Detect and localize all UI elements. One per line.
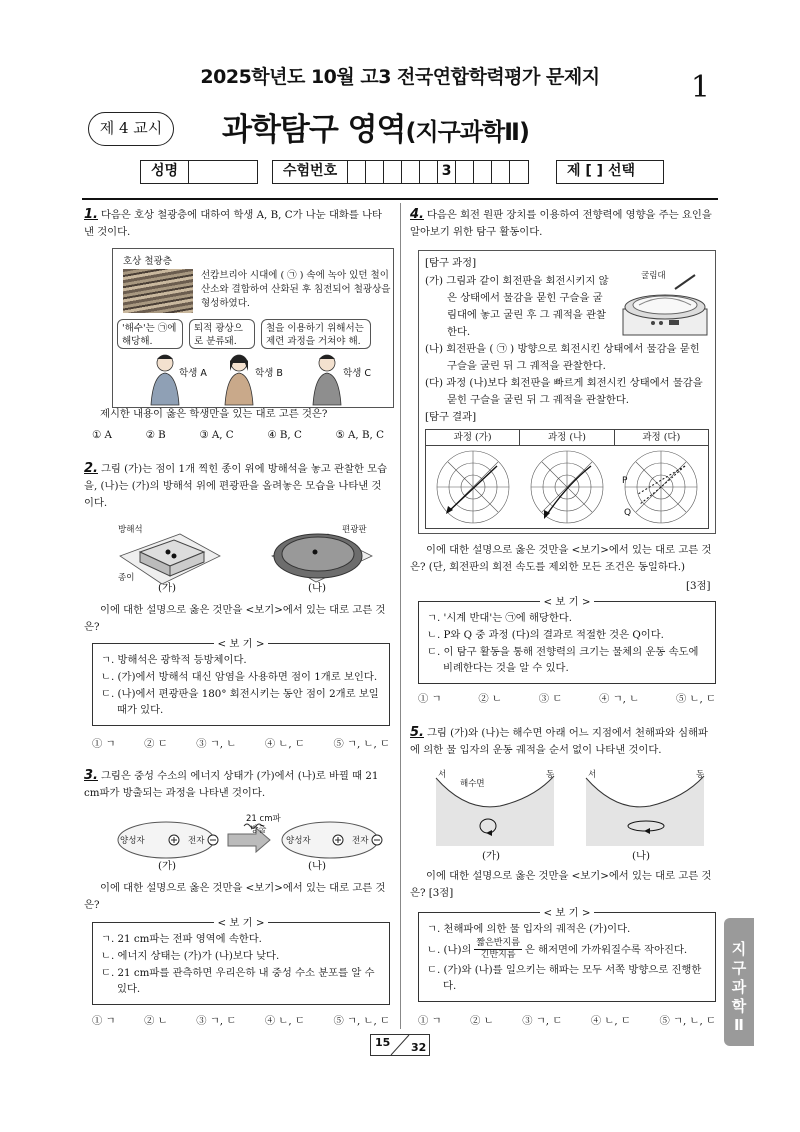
figure-text: 선캄브리아 시대에 ( ㉠ ) 속에 녹아 있던 철이 산소와 결합하여 산화된 후 침전되어 철광상을 형성하였다.	[201, 270, 391, 309]
result-header: 과정 (나)	[520, 430, 614, 445]
banded-iron-photo	[123, 269, 193, 313]
exam-number-cell[interactable]	[474, 161, 492, 183]
bogi-item: ㄴ. P와 Q 중 과정 (다)의 결과로 적절한 것은 Q이다.	[427, 629, 664, 641]
choice-1[interactable]: ① ㄱ	[418, 693, 442, 705]
question-5	[410, 724, 716, 759]
question-2	[84, 460, 390, 512]
exam-number-cell[interactable]	[492, 161, 510, 183]
question-number: 1.	[84, 207, 98, 222]
result-table	[425, 429, 709, 529]
rotating-disk-apparatus	[619, 269, 713, 339]
caption-b: (나)	[632, 850, 650, 862]
question-prompt: 이에 대한 설명으로 옳은 것만을 <보기>에서 있는 대로 고른 것은? [3점]	[410, 870, 712, 899]
bogi-box	[92, 638, 390, 726]
question-stem: 그림은 중성 수소의 에너지 상태가 (가)에서 (나)로 바뀔 때 21 cm파가 방출되는 과정을 나타낸 것이다.	[84, 770, 379, 799]
choice-4[interactable]: ④ ㄴ, ㄷ	[264, 1015, 305, 1027]
current-page: 15	[375, 1036, 391, 1049]
caption-a: (가)	[158, 860, 176, 872]
choice-1[interactable]: ① A	[92, 429, 112, 441]
choice-label: 제 [ ] 선택	[567, 163, 635, 179]
exam-title: 2025학년도 10월 고3 전국연합학력평가 문제지	[200, 66, 600, 88]
label-east-b: 동	[696, 770, 705, 780]
choice-2[interactable]: ② ㄷ	[144, 738, 168, 750]
exam-number-cell[interactable]	[456, 161, 474, 183]
label-emission: 방출	[250, 825, 267, 835]
choice-1[interactable]: ① ㄱ	[92, 1015, 116, 1027]
caption-a: (가)	[482, 850, 500, 862]
choice-2[interactable]: ② ㄴ	[478, 693, 502, 705]
label-east-a: 동	[546, 770, 555, 780]
choice-3[interactable]: ③ ㄱ, ㄷ	[522, 1015, 563, 1027]
question-prompt: 이에 대한 설명으로 옳은 것만을 <보기>에서 있는 대로 고른 것은?	[84, 882, 386, 911]
bogi-title: < 보 기 >	[419, 905, 715, 921]
q2-figure	[110, 516, 380, 596]
label-polarizer: 편광판	[342, 525, 367, 535]
bubble-student-b: 퇴적 광상으로 분류돼.	[189, 319, 255, 349]
answer-choices	[92, 429, 384, 441]
exam-number-cell[interactable]	[384, 161, 402, 183]
label-electron-a: 전자	[188, 836, 205, 846]
points: [3점]	[686, 580, 711, 592]
bogi-item	[427, 938, 707, 961]
question-4	[410, 206, 716, 241]
question-1	[84, 206, 390, 241]
bogi-item: ㄷ. (가)와 (나)를 일으키는 해파는 모두 서쪽 방향으로 진행한다.	[427, 964, 702, 992]
answer-choices	[92, 1012, 390, 1027]
bogi-title: < 보 기 >	[93, 636, 389, 652]
choice-4[interactable]: ④ ㄴ, ㄷ	[590, 1015, 631, 1027]
choice-2[interactable]: ② B	[145, 429, 166, 441]
header-rule	[82, 198, 718, 200]
choice-1[interactable]: ① ㄱ	[92, 738, 116, 750]
fraction-denominator: 긴반지름	[480, 950, 516, 960]
choice-4[interactable]: ④ ㄴ, ㄷ	[264, 738, 305, 750]
label-student-a: 학생 A	[179, 368, 207, 379]
label-proton-b: 양성자	[286, 836, 311, 846]
bogi-box	[92, 917, 390, 1005]
question-stem: 다음은 호상 철광층에 대하여 학생 A, B, C가 나눈 대화를 나타낸 것이다.	[84, 209, 382, 238]
exam-number-label: 수험번호	[273, 161, 348, 183]
column-divider	[400, 203, 401, 1029]
choice-3[interactable]: ③ A, C	[199, 429, 234, 441]
bogi-title: < 보 기 >	[419, 594, 715, 610]
bogi-item: ㄱ. 천해파에 의한 물 입자의 궤적은 (가)이다.	[427, 923, 631, 935]
exam-number-box	[272, 160, 529, 184]
question-number: 4.	[410, 207, 424, 222]
exam-number-cell[interactable]	[420, 161, 438, 183]
choice-3[interactable]: ③ ㄱ, ㄴ	[196, 738, 237, 750]
bogi-item: ㄱ. '시계 반대'는 ㉠에 해당한다.	[427, 612, 573, 624]
q4-inquiry-box	[418, 250, 716, 534]
trajectory-disks	[426, 446, 708, 528]
question-stem: 그림 (가)는 점이 1개 찍힌 종이 위에 방해석을 놓고 관찰한 모습을, (나)는 (가)의 방해석 위에 편광판을 올려놓은 모습을 나타낸 것이다.	[84, 463, 388, 509]
step-c: (다) 과정 (나)보다 회전판을 빠르게 회전시킨 상태에서 물감을 묻힌 구슬을 굴린 뒤 그 궤적을 관찰한다.	[425, 377, 703, 406]
label-student-c: 학생 C	[343, 368, 372, 379]
choice-3[interactable]: ③ ㄷ	[538, 693, 563, 705]
result-header: 과정 (가)	[426, 430, 520, 445]
choice-1[interactable]: ① ㄱ	[418, 1015, 442, 1027]
caption-b: (나)	[308, 860, 326, 872]
subject-title	[222, 104, 529, 149]
step-a: (가) 그림과 같이 회전판을 회전시키지 않은 상태에서 물감을 묻힌 구슬을 굴림대에 놓고 굴린 후 그 궤적을 관찰한다.	[425, 275, 609, 338]
label-q: Q	[624, 508, 632, 518]
caption-b: (나)	[308, 582, 326, 594]
label-calcite: 방해석	[118, 525, 143, 535]
question-stem: 다음은 회전 원판 장치를 이용하여 전향력에 영향을 주는 요인을 알아보기 위한 탐구 활동이다.	[410, 209, 712, 238]
question-stem: 그림 (가)와 (나)는 해수면 아래 어느 지점에서 천해파와 심해파에 의한 물 입자의 운동 궤적을 순서 없이 나타낸 것이다.	[410, 727, 708, 756]
bogi-item: ㄱ. 21 cm파는 전파 영역에 속한다.	[101, 933, 262, 945]
fraction	[474, 938, 521, 961]
label-proton-a: 양성자	[120, 836, 145, 846]
name-box	[140, 160, 258, 184]
choice-5[interactable]: ⑤ ㄱ, ㄴ, ㄷ	[333, 738, 390, 750]
exam-number-cell[interactable]	[348, 161, 366, 183]
subject-main: 과학탐구 영역	[222, 112, 406, 148]
bogi-item: ㄷ. 21 cm파를 관측하면 우리은하 내 중성 수소 분포를 알 수 있다.	[101, 967, 375, 995]
choice-box	[556, 160, 664, 184]
choice-4[interactable]: ④ ㄱ, ㄴ	[599, 693, 640, 705]
bogi-item: ㄷ. 이 탐구 활동을 통해 전향력의 크기는 물체의 운동 속도에 비례한다는 것을 알 수 있다.	[427, 646, 699, 674]
exam-number-cell[interactable]	[366, 161, 384, 183]
bogi-box	[418, 907, 716, 1002]
label-sea-surface: 해수면	[460, 779, 485, 789]
subject-side-tab	[724, 918, 754, 1046]
choice-3[interactable]: ③ ㄱ, ㄷ	[196, 1015, 237, 1027]
label-student-b: 학생 B	[255, 368, 283, 379]
label-p: P	[622, 476, 628, 486]
fraction-numerator: 짧은반지름	[476, 938, 520, 948]
bogi-box	[418, 596, 716, 684]
choice-5[interactable]: ⑤ A, B, C	[335, 429, 384, 441]
question-prompt: 이에 대한 설명으로 옳은 것만을 <보기>에서 있는 대로 고른 것은? (단, 회전판의 회전 속도를 제외한 모든 조건은 동일하다.)	[410, 544, 712, 573]
label-west-b: 서	[588, 770, 597, 780]
choice-5[interactable]: ⑤ ㄴ, ㄷ	[675, 693, 716, 705]
bogi-item-prefix: ㄴ. (나)의	[427, 943, 472, 956]
bogi-item: ㄱ. 방해석은 광학적 등방체이다.	[101, 654, 247, 666]
bubble-student-a: '해수'는 ㉠에 해당해.	[117, 319, 183, 349]
label-electron-b: 전자	[352, 836, 369, 846]
question-number: 5.	[410, 725, 424, 740]
bogi-title: < 보 기 >	[93, 915, 389, 931]
answer-choices	[418, 1012, 716, 1027]
result-title: [탐구 결과]	[425, 411, 477, 423]
exam-number-cell[interactable]	[510, 161, 528, 183]
name-field[interactable]	[189, 161, 257, 183]
caption-a: (가)	[158, 582, 176, 594]
session-badge: 제 4 교시	[88, 112, 174, 146]
process-title: [탐구 과정]	[425, 257, 477, 269]
figure-title: 호상 철광층	[123, 256, 172, 267]
question-number: 2.	[84, 461, 98, 476]
question-prompt: 제시한 내용이 옳은 학생만을 있는 대로 고른 것은?	[100, 408, 328, 420]
bogi-item: ㄷ. (나)에서 편광판을 180° 회전시키는 동안 점이 2개로 보일 때가 있다.	[101, 688, 379, 716]
subject-paren: (지구과학Ⅱ)	[405, 118, 529, 146]
result-header: 과정 (다)	[642, 432, 681, 443]
bogi-item: ㄴ. 에너지 상태는 (가)가 (나)보다 낮다.	[101, 950, 280, 962]
question-number: 3.	[84, 768, 98, 783]
choice-5[interactable]: ⑤ ㄱ, ㄴ, ㄷ	[333, 1015, 390, 1027]
page-indicator	[370, 1034, 430, 1056]
label-ramp: 굴림대	[641, 271, 666, 281]
bubble-student-c: 철을 이용하기 위해서는 제련 과정을 거쳐야 해.	[261, 319, 371, 349]
choice-2[interactable]: ② ㄴ	[470, 1015, 494, 1027]
label-west-a: 서	[438, 770, 447, 780]
corner-page-number: 1	[690, 70, 710, 105]
choice-2[interactable]: ② ㄴ	[144, 1015, 168, 1027]
exam-number-cell-filled: 3	[438, 161, 456, 183]
bogi-item: ㄴ. (가)에서 방해석 대신 암염을 사용하면 점이 1개로 보인다.	[101, 671, 378, 683]
name-label: 성명	[141, 161, 189, 183]
label-paper: 종이	[118, 573, 135, 583]
choice-4[interactable]: ④ B, C	[267, 429, 302, 441]
side-tab-label: 지구과학Ⅱ	[731, 940, 747, 1034]
answer-choices	[92, 735, 390, 750]
answer-choices	[418, 690, 716, 705]
total-pages: 32	[411, 1041, 427, 1054]
question-prompt: 이에 대한 설명으로 옳은 것만을 <보기>에서 있는 대로 고른 것은?	[84, 604, 386, 633]
step-b: (나) 회전판을 ( ㉠ ) 방향으로 회전시킨 상태에서 물감을 묻힌 구슬을 굴린 뒤 그 궤적을 관찰한다.	[425, 343, 700, 372]
bogi-item-suffix: 은 해저면에 가까워질수록 작아진다.	[524, 943, 688, 956]
choice-5[interactable]: ⑤ ㄱ, ㄴ, ㄷ	[659, 1015, 716, 1027]
label-21cm-wave: 21 cm파	[246, 814, 281, 824]
q1-figure	[112, 248, 394, 408]
question-3	[84, 767, 390, 802]
exam-number-cell[interactable]	[402, 161, 420, 183]
